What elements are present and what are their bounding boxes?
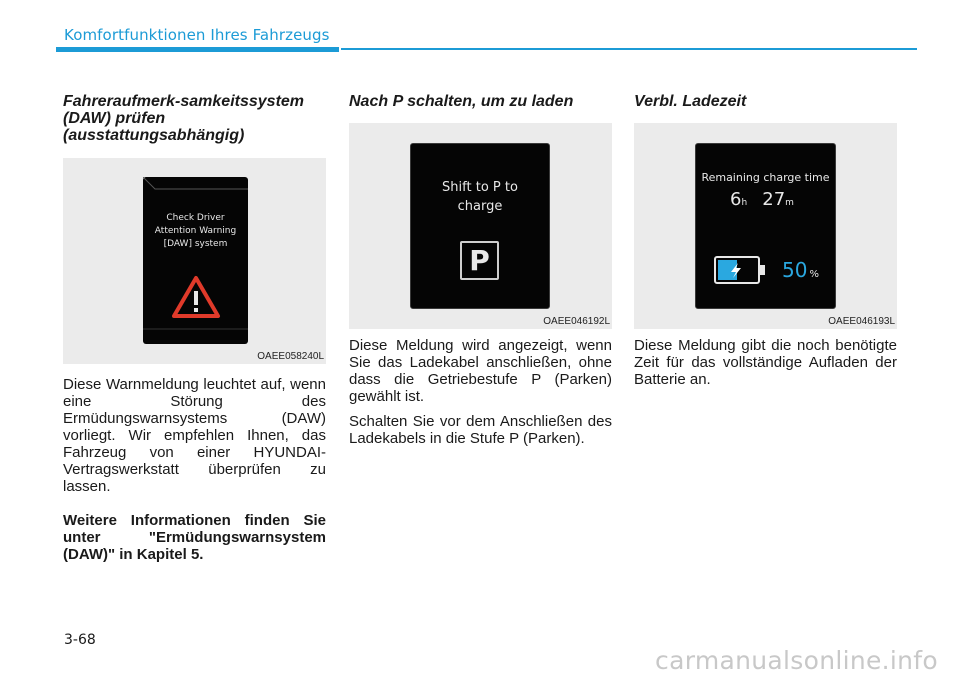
screen-message: Shift to P to charge	[442, 180, 518, 214]
battery-percent-readout: 50 %	[782, 258, 819, 282]
section-remaining-charge	[634, 93, 897, 388]
charge-time-readout: 6h 27m	[730, 189, 794, 210]
section-daw	[63, 93, 326, 563]
paragraph: Diese Meldung gibt die noch benötigte Zeit für das vollständige Aufladen der Batterie an.	[634, 337, 897, 388]
cluster-screen	[695, 143, 836, 309]
gear-p-indicator: P	[460, 241, 499, 280]
section-heading: Nach P schalten, um zu laden	[349, 93, 574, 110]
section-heading: Fahreraufmerk-samkeitssystem (DAW) prüfen (ausstattungsabhängig)	[63, 93, 305, 144]
paragraph: Diese Meldung wird angezeigt, wenn Sie das Ladekabel anschließen, ohne dass die Getriebestufe P (Parken) gewählt ist.	[349, 337, 612, 405]
watermark: carmanualsonline.info	[655, 646, 938, 675]
figure-code: OAEE046192L	[543, 316, 610, 327]
section-header-title: Komfortfunktionen Ihres Fahrzeugs	[64, 26, 330, 44]
paragraph: Diese Warnmeldung leuchtet auf, wenn eine Störung des Ermüdungswarnsystems (DAW) vorliegt. Wir empfehlen Ihnen, das Fahrzeug von einer HYUNDAI-Vertragswerkstatt überprüfen zu lassen.	[63, 376, 326, 495]
paragraph-reference: Weitere Informationen finden Sie unter "Ermüdungswarnsystem (DAW)" in Kapitel 5.	[63, 512, 326, 563]
figure-code: OAEE058240L	[257, 351, 324, 362]
header-rule-thick	[56, 47, 339, 52]
screen-message: Check Driver Attention Warning [DAW] system	[154, 213, 237, 249]
header-rule-thin	[341, 48, 917, 50]
page-number: 3-68	[64, 632, 96, 648]
warning-triangle-icon	[171, 275, 221, 319]
figure-remaining-charge	[634, 123, 897, 329]
figure-daw-warning	[63, 158, 326, 364]
figure-code: OAEE046193L	[828, 316, 895, 327]
section-shift-to-p	[349, 93, 612, 447]
figure-shift-to-p	[349, 123, 612, 329]
paragraph: Schalten Sie vor dem Anschließen des Ladekabels in die Stufe P (Parken).	[349, 413, 612, 447]
section-heading: Verbl. Ladezeit	[634, 93, 747, 110]
cluster-screen	[410, 143, 550, 309]
battery-charging-icon	[714, 256, 766, 284]
cluster-screen	[143, 177, 248, 344]
screen-title: Remaining charge time	[701, 171, 830, 184]
